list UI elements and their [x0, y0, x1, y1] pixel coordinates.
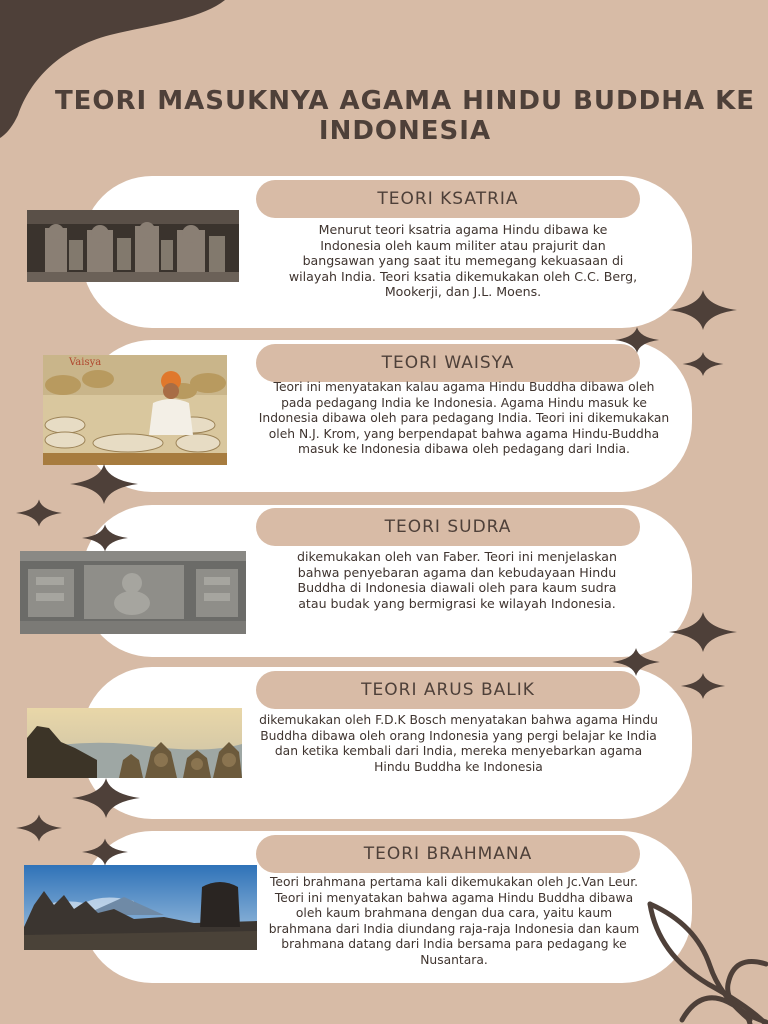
sparkle-star-icon	[682, 352, 724, 376]
borobudur-stupa-photo	[27, 708, 242, 778]
heading-pill-ksatria: TEORI KSATRIA	[256, 180, 640, 218]
heading-pill-sudra: TEORI SUDRA	[256, 508, 640, 546]
merchant-photo-caption: Vaisya	[69, 357, 102, 368]
text-ksatria: Menurut teori ksatria agama Hindu dibawa ke Indonesia oleh kaum militer atau prajurit dan bangsawan yang saat itu memegang kekuasaan di wilayah India. Teori ksatia dikemukakan oleh C.C. Berg, Mookerji, dan J.L. Moens.	[288, 222, 638, 300]
sparkle-star-icon	[72, 778, 140, 818]
text-sudra: dikemukakan oleh van Faber. Teori ini menjelaskan bahwa penyebaran agama dan kebudayaan Hindu Buddha di Indonesia diawali oleh para kaum sudra atau budak yang bermigrasi ke wilayah Indonesia.	[296, 549, 618, 611]
sparkle-star-icon	[669, 290, 737, 330]
sparkle-star-icon	[82, 838, 128, 866]
temple-relief-photo	[27, 210, 239, 282]
text-brahmana: Teori brahmana pertama kali dikemukakan oleh Jc.Van Leur. Teori ini menyatakan bahwa agama Hindu Buddha dibawa oleh kaum brahmana dengan dua cara, yaitu kaum brahmana dari India diundang raja-raja Indonesia dan kaum brahmana datang dari India bersama para pedagang ke Nusantara.	[268, 875, 640, 967]
heading-pill-arus-balik: TEORI ARUS BALIK	[256, 671, 640, 709]
heading-pill-waisya: TEORI WAISYA	[256, 344, 640, 382]
heading-pill-brahmana: TEORI BRAHMANA	[256, 835, 640, 873]
sparkle-star-icon	[612, 648, 660, 676]
leaf-outline-icon	[638, 894, 768, 1024]
sparkle-star-icon	[614, 327, 660, 353]
sparkle-star-icon	[70, 464, 138, 504]
page-title: TEORI MASUKNYA AGAMA HINDU BUDDHA KE INDONESIA	[54, 86, 756, 146]
sparkle-star-icon	[82, 524, 128, 552]
stone-relief-photo	[20, 551, 246, 634]
sparkle-star-icon	[680, 673, 726, 699]
text-arus-balik: dikemukakan oleh F.D.K Bosch menyatakan bahwa agama Hindu Buddha dibawa oleh orang Indonesia yang pergi belajar ke India dan ketika kembali dari India, mereka menyebarkan agama Hindu Buddha ke Indonesia	[259, 713, 658, 774]
borobudur-landscape-photo	[24, 865, 257, 950]
sparkle-star-icon	[16, 814, 62, 842]
sparkle-star-icon	[16, 499, 62, 527]
merchant-photo	[43, 355, 227, 465]
text-waisya: Teori ini menyatakan kalau agama Hindu Buddha dibawa oleh pada pedagang India ke Indonesia. Agama Hindu masuk ke Indonesia dibawa oleh para pedagang India. Teori ini dikemukakan oleh N.J. Krom, yang berpendapat bahwa agama Hindu-Buddha masuk ke Indonesia dibawa oleh pedagang dari India.	[258, 380, 670, 457]
sparkle-star-icon	[669, 612, 737, 652]
